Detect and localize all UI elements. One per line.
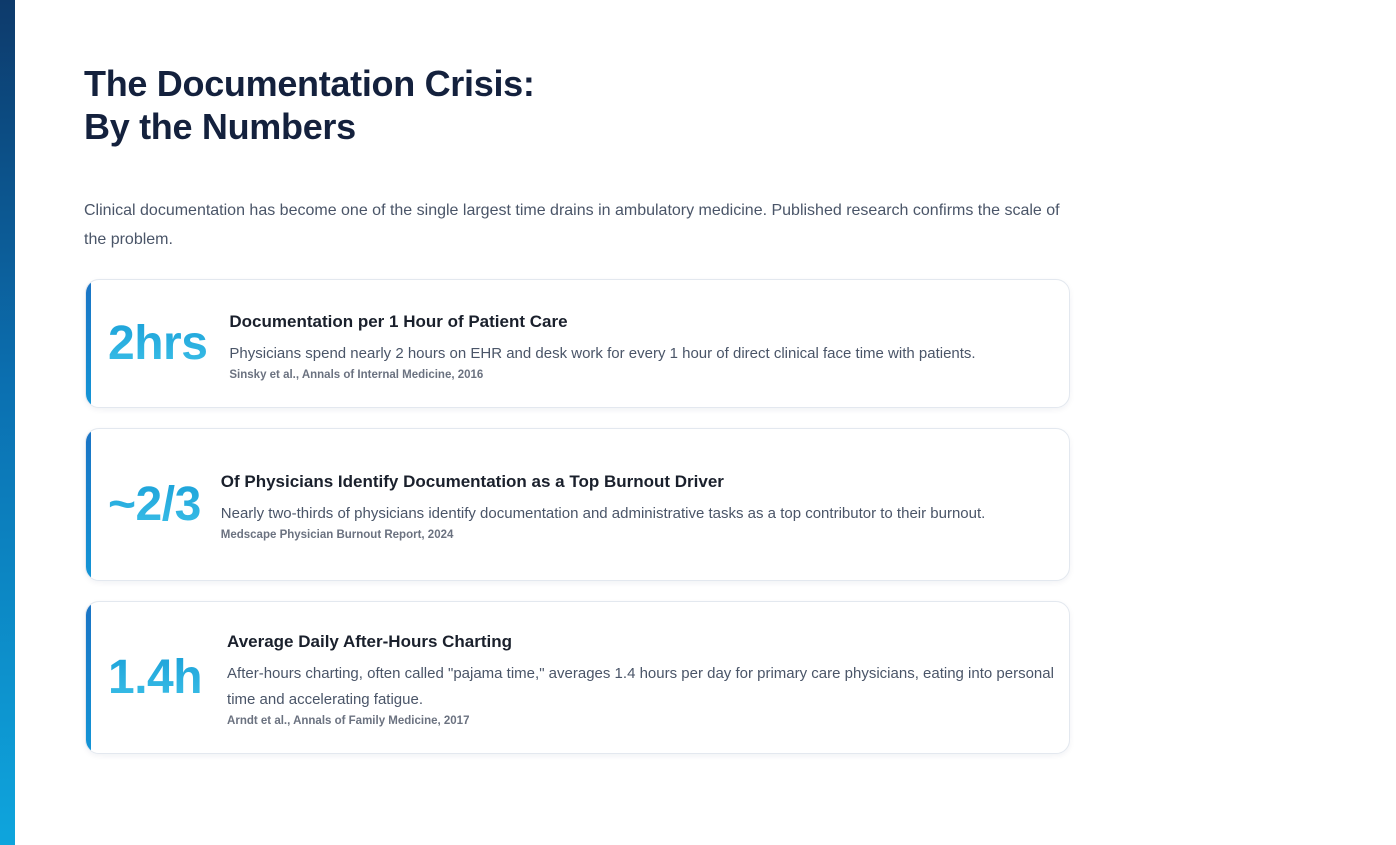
stat-value: 2hrs: [86, 316, 207, 371]
stat-card: [85, 279, 1070, 408]
stat-title: Of Physicians Identify Documentation as a Top Burnout Driver: [220, 471, 724, 491]
stat-card: [85, 428, 1070, 581]
stat-card-body: [227, 629, 1069, 727]
page-title: [84, 62, 1069, 148]
stat-card: [85, 601, 1070, 754]
stat-description: Physicians spend nearly 2 hours on EHR and desk work for every 1 hour of direct clinical face time with patients.: [229, 344, 976, 362]
stat-source: Sinsky et al., Annals of Internal Medicine, 2016: [229, 368, 484, 381]
stat-value: ~2/3: [86, 477, 201, 532]
accent-side-bar: [0, 0, 15, 845]
stat-card-list: [84, 279, 1069, 754]
page-title-line-1: The Documentation Crisis:: [84, 63, 535, 104]
page-title-line-2: By the Numbers: [84, 106, 356, 147]
stat-title: Average Daily After-Hours Charting: [227, 631, 513, 651]
stat-title: Documentation per 1 Hour of Patient Care: [229, 311, 568, 331]
stat-source: Medscape Physician Burnout Report, 2024: [220, 528, 454, 541]
stat-description: After-hours charting, often called "pajama time," averages 1.4 hours per day for primary care physicians, eating into personal time and accelerating fatigue.: [227, 664, 1054, 708]
stat-value: 1.4h: [86, 650, 202, 705]
stat-card-body: [221, 469, 1069, 541]
stat-description: Nearly two-thirds of physicians identify documentation and administrative tasks as a top contributor to their burnout.: [220, 504, 986, 522]
intro-paragraph: Clinical documentation has become one of the single largest time drains in ambulatory medicine. Published research confirms the scale of the problem.: [84, 202, 1060, 248]
stat-card-body: [229, 307, 1069, 381]
main-content: [84, 62, 1069, 754]
stat-source: Arndt et al., Annals of Family Medicine, 2017: [227, 714, 470, 727]
